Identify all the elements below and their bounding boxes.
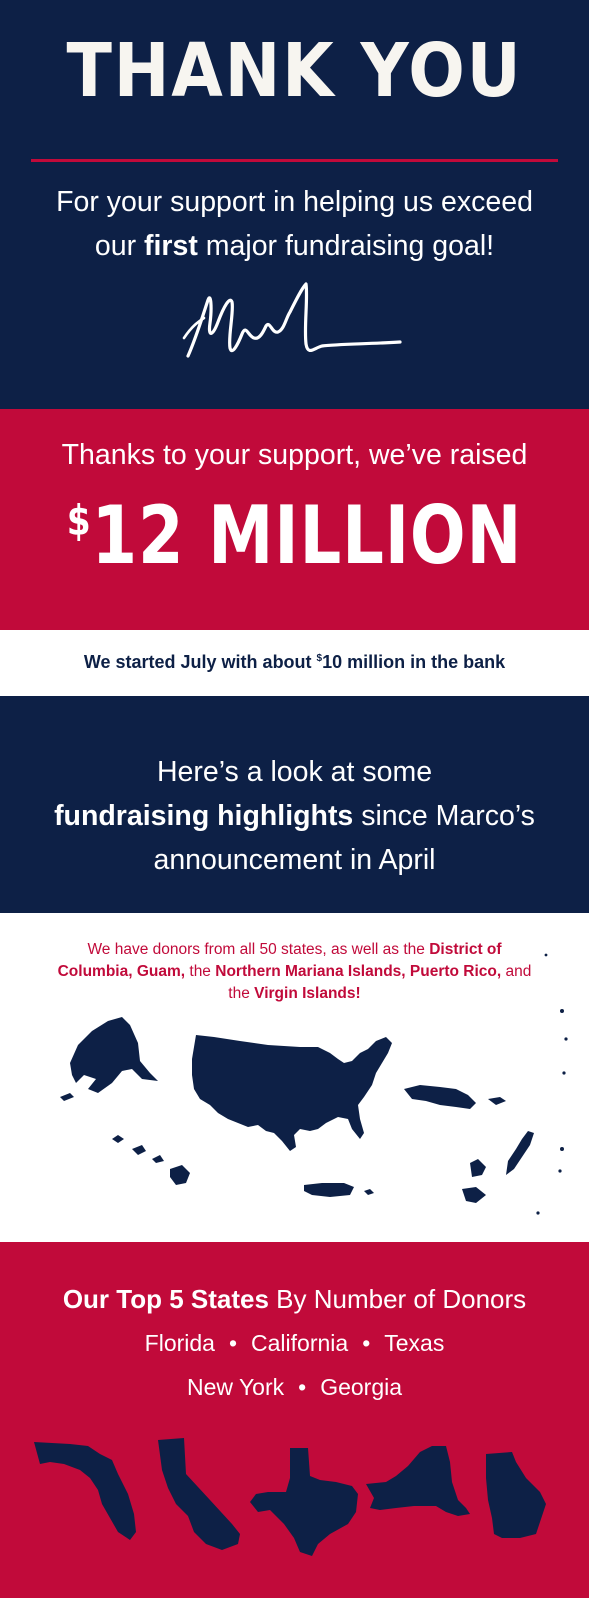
currency-symbol: $ bbox=[66, 496, 92, 545]
support-line-2-bold: first bbox=[144, 230, 198, 262]
state-florida: Florida bbox=[144, 1330, 215, 1356]
highlights-line-1: Here’s a look at some bbox=[156, 756, 433, 788]
separator-dot: • bbox=[298, 1374, 307, 1400]
highlights-line-3: announcement in April bbox=[153, 844, 436, 876]
separator-dot: • bbox=[228, 1330, 238, 1356]
new-york-shape bbox=[366, 1446, 470, 1516]
donors-bold-1: District of Columbia, Guam, bbox=[57, 941, 502, 980]
bank-post: 10 million in the bank bbox=[322, 652, 506, 672]
support-line-2-post: major fundraising goal! bbox=[197, 230, 495, 262]
highlights-section bbox=[0, 696, 589, 913]
donors-text-1: We have donors from all 50 states, as well as the bbox=[87, 941, 430, 958]
page-title: THANK YOU bbox=[66, 28, 523, 114]
donors-text bbox=[55, 939, 534, 1005]
state-shapes bbox=[0, 1242, 589, 1598]
support-line-1: For your support in helping us exceed bbox=[56, 186, 533, 218]
highlights-line-2: since Marco’s bbox=[353, 800, 535, 832]
thank-you-section bbox=[0, 0, 589, 409]
bank-section bbox=[0, 630, 589, 696]
donors-text-3: and the bbox=[228, 963, 532, 1002]
florida-shape bbox=[34, 1442, 136, 1540]
donors-bold-2: Northern Mariana Islands, Puerto Rico, bbox=[215, 963, 502, 980]
donors-text-2: the bbox=[185, 963, 216, 980]
georgia-shape bbox=[486, 1452, 546, 1538]
raised-amount bbox=[53, 489, 536, 582]
bank-currency: $ bbox=[316, 653, 323, 664]
bank-note bbox=[0, 652, 589, 673]
california-shape bbox=[158, 1438, 240, 1550]
top-states-section bbox=[0, 1242, 589, 1598]
separator-dot: • bbox=[362, 1330, 371, 1356]
raised-section bbox=[0, 409, 589, 630]
signature-image bbox=[178, 278, 408, 368]
highlights-bold: fundraising highlights bbox=[54, 800, 354, 832]
donors-map-section bbox=[0, 913, 589, 1242]
top-states-rest: By Number of Donors bbox=[268, 1284, 527, 1314]
divider-line bbox=[31, 159, 558, 162]
highlights-heading bbox=[0, 750, 589, 882]
top-states-bold: Our Top 5 States bbox=[62, 1284, 269, 1314]
state-georgia: Georgia bbox=[320, 1374, 403, 1400]
support-message bbox=[0, 180, 589, 268]
state-texas: Texas bbox=[384, 1330, 445, 1356]
support-line-2-pre: our bbox=[94, 230, 145, 262]
bank-pre: We started July with about bbox=[83, 652, 317, 672]
texas-shape bbox=[250, 1448, 358, 1556]
donors-bold-3: Virgin Islands! bbox=[254, 985, 361, 1002]
state-california: California bbox=[251, 1330, 349, 1356]
amount-value: 12 MILLION bbox=[91, 489, 523, 582]
raised-intro: Thanks to your support, we’ve raised bbox=[61, 439, 528, 471]
state-new-york: New York bbox=[186, 1374, 285, 1400]
